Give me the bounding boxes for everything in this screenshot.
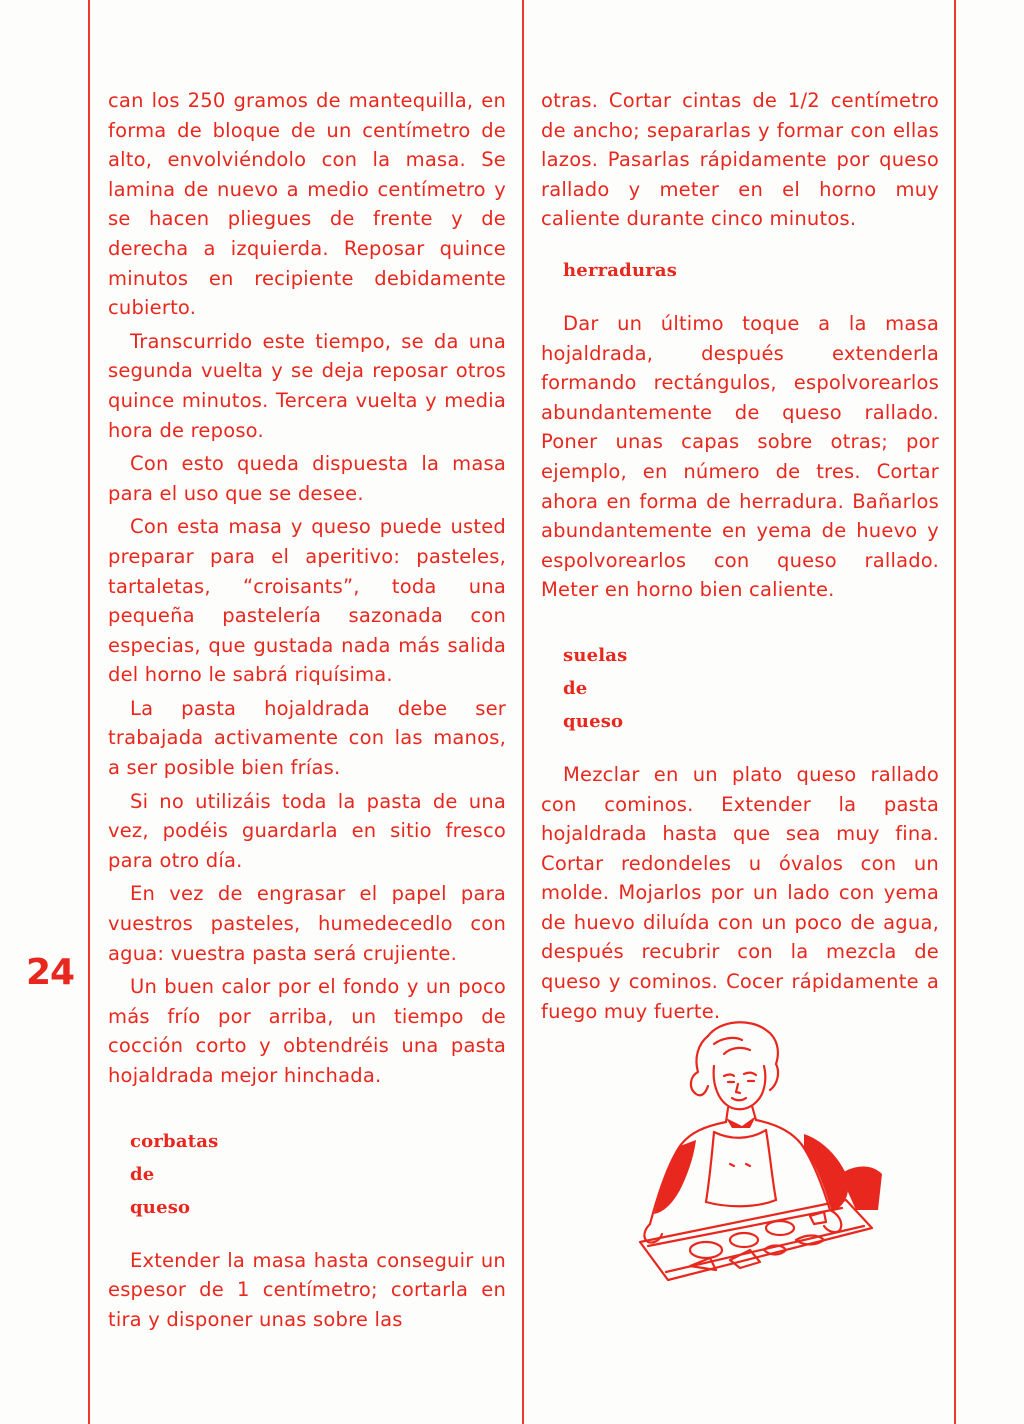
section-heading-herraduras — [541, 256, 939, 285]
face-outline — [714, 1066, 766, 1109]
right-column — [541, 86, 939, 1030]
paragraph: Con esto queda dispuesta la masa para el uso que se desee. — [108, 452, 506, 505]
column-rule-center — [522, 0, 524, 1424]
section-heading-suelas-de-queso — [541, 641, 939, 736]
pastry — [766, 1221, 794, 1235]
heading-line: de — [563, 677, 588, 699]
heading-line: suelas — [563, 644, 628, 666]
nose — [736, 1084, 740, 1093]
eyes — [728, 1081, 754, 1082]
paragraph: otras. Cortar cintas de 1/2 centímetro de ancho; separarlas y formar con ellas lazos. Pasarlas rápidamente por queso rallado y meter en el horno muy caliente durante cinco minutos. — [541, 89, 939, 231]
page-number: 24 — [26, 952, 75, 993]
pastry — [730, 1233, 758, 1247]
hair-curl-left — [691, 1036, 708, 1095]
heading-line: herraduras — [563, 259, 678, 281]
heading-line: queso — [563, 710, 624, 732]
paragraph: Un buen calor por el fondo y un poco más frío por arriba, un tiempo de cocción corto y obtendréis una pasta hojaldrada mejor hinchada. — [108, 975, 506, 1087]
column-rule-right — [954, 0, 956, 1424]
paragraph: Con esta masa y queso puede usted preparar para el aperitivo: pasteles, tartaletas, “croisants”, toda una pequeña pastelería sazonada con especias, que gustada nada más salida del horno le sabrá riquísima. — [108, 515, 506, 687]
scarf-shading — [726, 1116, 756, 1128]
heading-line: de — [130, 1163, 155, 1185]
section-heading-corbatas-de-queso — [108, 1127, 506, 1222]
column-rule-left — [88, 0, 90, 1424]
paragraph: Extender la masa hasta conseguir un espesor de 1 centímetro; cortarla en tira y disponer unas sobre las — [108, 1248, 506, 1331]
pastry — [690, 1242, 722, 1258]
paragraph: can los 250 gramos de mantequilla, en forma de bloque de un centímetro de alto, envolviéndolo con la masa. Se lamina de nuevo a medio centímetro y se hacen pliegues de frente y de derecha a izquierda. Reposar quince minutos en recipiente debidamente cubierto. — [108, 89, 506, 320]
hair-outline — [708, 1022, 778, 1090]
apron-top — [714, 1130, 766, 1138]
pastry — [730, 1250, 760, 1268]
paragraph: En vez de engrasar el papel para vuestros pasteles, humedecedlo con agua: vuestra pasta será crujiente. — [108, 882, 506, 965]
heading-line: queso — [130, 1196, 191, 1218]
left-sleeve-shading — [654, 1140, 696, 1214]
apron-waist — [706, 1200, 776, 1206]
paragraph: Dar un último toque a la masa hojaldrada, después extenderla formando rectángulos, espolvorearlos abundantemente de queso rallado. Poner unas capas sobre otras; por ejemplo, en número de tres. Cortar ahora en forma de herradura. Bañarlos abundantemente en yema de huevo y espolvorearlos con queso rallado. Meter en horno bien caliente. — [541, 311, 939, 602]
paragraph: Si no utilizáis toda la pasta de una vez, podéis guardarla en sitio fresco para otro día. — [108, 789, 506, 872]
heading-line: corbatas — [130, 1130, 219, 1152]
paragraph: Mezclar en un plato queso rallado con cominos. Extender la pasta hojaldrada hasta que sea muy fina. Cortar redondeles u óvalos con un molde. Mojarlos por un lado con yema de huevo diluída con un poco de agua, después recubrir con la mezcla de queso y cominos. Cocer rápidamente a fuego muy fuerte. — [541, 762, 939, 1023]
hair-detail — [714, 1038, 750, 1054]
paragraph: Transcurrido este tiempo, se da una segunda vuelta y se deja reposar otros quince minutos. Tercera vuelta y media hora de reposo. — [108, 329, 506, 442]
woman-with-tray-illustration — [610, 1014, 900, 1314]
apron-buttons — [730, 1164, 750, 1166]
apron-sides — [706, 1130, 776, 1202]
left-column — [108, 86, 506, 1338]
paragraph: La pasta hojaldrada debe ser trabajada activamente con las manos, a ser posible bien frías. — [108, 696, 506, 780]
mouth — [732, 1098, 746, 1100]
eyebrows — [724, 1073, 756, 1076]
